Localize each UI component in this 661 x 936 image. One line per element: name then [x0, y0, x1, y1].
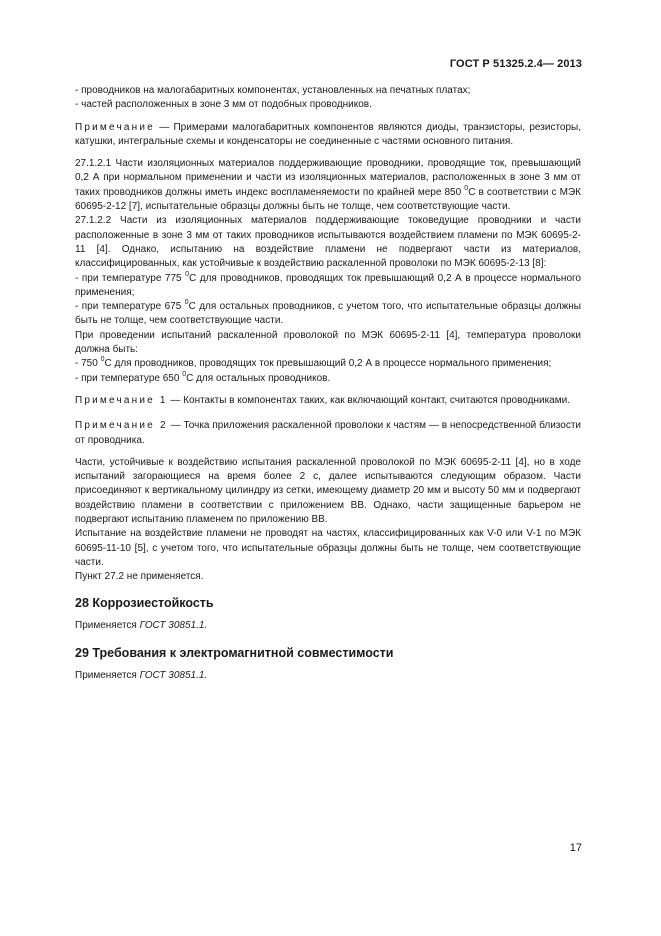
- document-header: ГОСТ Р 51325.2.4— 2013: [449, 58, 582, 70]
- resistant-parts-paragraph: Части, устойчивые к воздействию испытания раскаленной проволокой по МЭК 60695-2-11 [4], но в ходе испытаний загорающиеся на время более 2 с, далее испытываются следующим образом. Части присоединяют к вертикальному цилиндру из сетки, имеющему диаметр 20 мм и высоту 50 мм и подвергают воздействию пламени в соответствии с приложением ВВ. Однако, части защищенные барьером не подвергают испытанию пламенем по приложению ВВ.: [75, 456, 581, 526]
- note-label: Примечание 2: [75, 420, 168, 432]
- degree-mark: 0: [185, 270, 190, 278]
- standard-reference: ГОСТ 30851.1.: [139, 619, 208, 631]
- note-paragraph: [75, 121, 581, 150]
- bullet-item: - частей расположенных в зоне 3 мм от подобных проводников.: [75, 99, 372, 111]
- page-content: [75, 84, 581, 684]
- degree-mark: 0: [182, 370, 187, 378]
- note-text: — Примерами малогабаритных компонентов являются диоды, транзисторы, резисторы, катушки, интегральные схемы и конденсаторы не соединенные с частями основного питания.: [75, 121, 581, 147]
- note-label: Примечание 1: [75, 394, 168, 406]
- bullet-item: - проводников на малогабаритных компонентах, установленных на печатных платах;: [75, 85, 471, 96]
- note-text: — Точка приложения раскаленной проволоки к частям — в непосредственной близости от проводника.: [75, 420, 582, 446]
- note-paragraph: [75, 394, 581, 408]
- section-28-text: Применяется ГОСТ 30851.1.: [75, 619, 208, 631]
- page-number: 17: [569, 842, 582, 854]
- temperature-item: - при температуре 675 $^0$С для остальных проводников, с учетом того, что испытательные образцы должны быть не толще, чем соответствующие части.: [75, 299, 581, 327]
- section-heading-28: 28 Коррозиестойкость: [75, 595, 214, 610]
- degree-mark: 0: [464, 184, 469, 192]
- section-heading-29: 29 Требования к электромагнитной совместимости: [75, 646, 394, 661]
- glow-wire-intro: При проведении испытаний раскаленной проволокой по МЭК 60695-2-11 [4], температура проволоки должна быть:: [75, 329, 581, 356]
- standard-reference: ГОСТ 30851.1.: [139, 670, 208, 682]
- note-text: — Контакты в компонентах таких, как включающий контакт, считаются проводниками.: [167, 394, 570, 406]
- clause-27-1-2-2: 27.1.2.2 Части из изоляционных материалов поддерживающие токоведущие проводники и части расположенные в зоне 3 мм от таких проводников испытываются воздействием пламени по МЭК 60695-2-11 [4]. Однако, испытанию на воздействие пламени не подвергают части из материалов, классифицированных, как устойчивые к воздействию раскаленной проволоки по МЭК 60695-2-13 [8]:: [75, 215, 581, 270]
- section-29-text: Применяется ГОСТ 30851.1.: [75, 670, 208, 682]
- temperature-item: - при температуре 775 $^0$С для проводников, проводящих ток превышающий 0,2 А в процессе нормального применения;: [75, 270, 581, 298]
- degree-mark: 0: [100, 356, 105, 364]
- note-paragraph: [75, 419, 581, 448]
- clause-27-1-2-1: 27.1.2.1 Части изоляционных материалов поддерживающие проводники, проводящие ток, превышающий 0,2 А при нормальном применении и части из изоляционных материалов, расположенных в зоне 3 мм от таких проводников должны иметь индекс воспламеняемости по крайней мере 850 $^0$С в соответствии с МЭК 60695-2-12 [7], испытательные образцы должны быть не толще, чем соответствующие части.: [75, 158, 581, 213]
- clause-27-2: Пункт 27.2 не применяется.: [75, 571, 204, 583]
- temperature-item: - при температуре 650 $^0$С для остальных проводников.: [75, 370, 331, 384]
- temperature-item: - 750 $^0$С для проводников, проводящих ток превышающий 0,2 А в процессе нормального применения;: [75, 356, 552, 370]
- note-label: Примечание: [75, 121, 155, 133]
- flame-not-applied-paragraph: Испытание на воздействие пламени не проводят на частях, классифицированных как V-0 или V-1 по МЭК 60695-11-10 [5], с учетом того, что испытательные образцы должны быть не толще, чем соответствующие части.: [75, 528, 581, 568]
- degree-mark: 0: [184, 299, 189, 307]
